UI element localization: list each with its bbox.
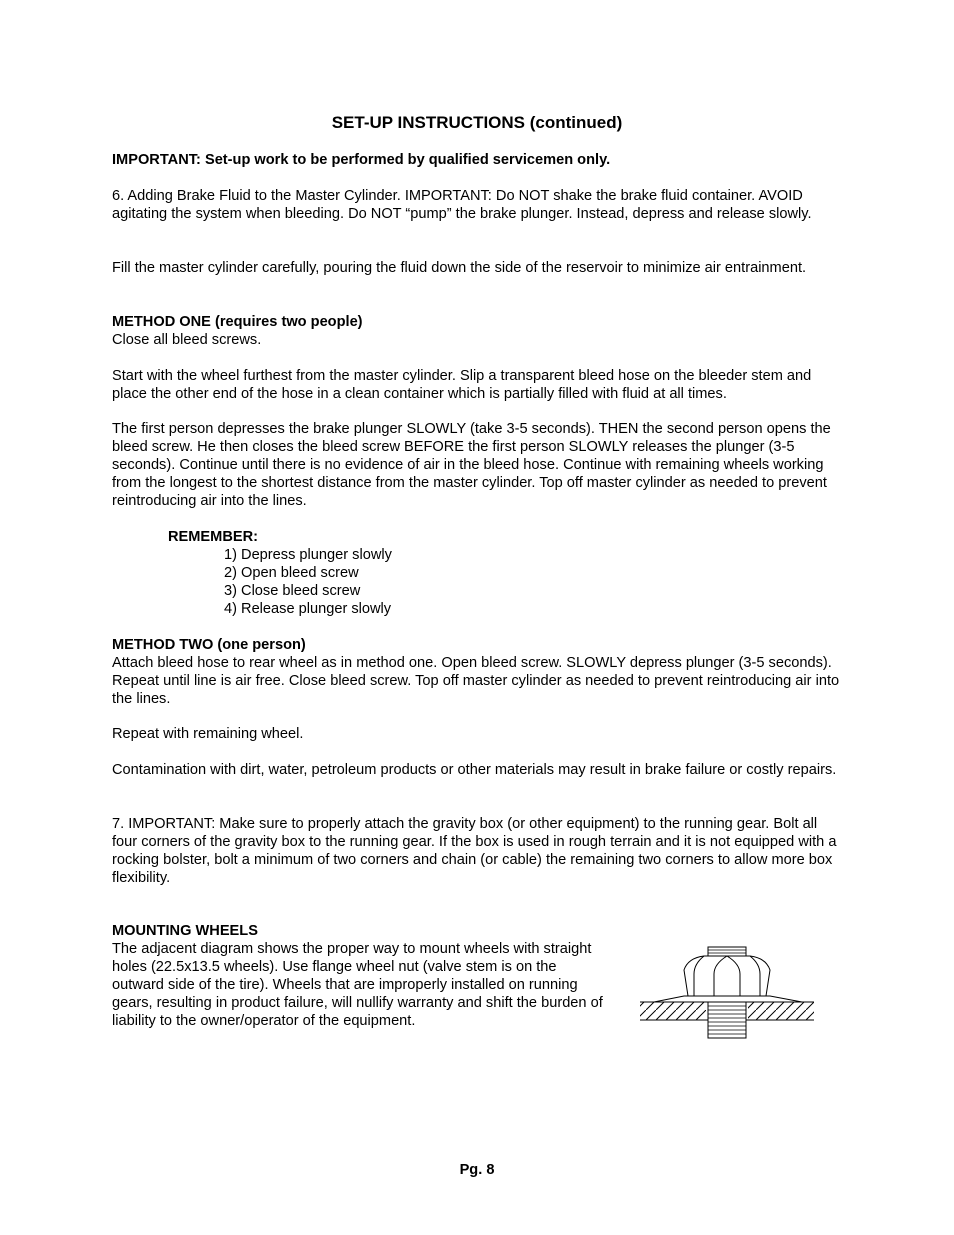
- repeat-text: Repeat with remaining wheel.: [112, 726, 304, 742]
- nut-flange: [654, 996, 802, 1002]
- important-note: IMPORTANT: Set-up work to be performed by qualified servicemen only.: [112, 152, 611, 168]
- remember-item: 1) Depress plunger slowly: [224, 547, 392, 563]
- mounting-wheels-section: [112, 922, 612, 1030]
- mounting-wheels-text: The adjacent diagram shows the proper way to mount wheels with straight holes (22.5x13.5 wheels). Use flange wheel nut (valve stem is on the outward side of the tire). Wheels that are improperly installed on running gears, resulting in product failure, will nullify warranty and shift the burden of liability to the owner/operator of the equipment.: [112, 941, 603, 1029]
- remember-list: [224, 546, 392, 618]
- method-two-heading: METHOD TWO (one person): [112, 637, 306, 653]
- stud-top: [708, 947, 746, 956]
- remember-item: 4) Release plunger slowly: [224, 601, 392, 617]
- mounting-wheels-heading: MOUNTING WHEELS: [112, 923, 258, 939]
- method-two-text: Attach bleed hose to rear wheel as in method one. Open bleed screw. SLOWLY depress plunger (3-5 seconds). Repeat until line is air free. Close bleed screw. Top off master cylinder as needed to prevent reintroducing air into the lines.: [112, 655, 840, 707]
- method-one-first-person-text: The first person depresses the brake plunger SLOWLY (take 3-5 seconds). THEN the second person opens the bleed screw. He then closes the bleed screw BEFORE the first person SLOWLY releases the plunger (3-5 seconds). Continue until there is no evidence of air in the bleed hose. Continue with remaining wheels working from the longest to the shortest distance from the master cylinder. Top off master cylinder as needed to prevent reintroducing air into the lines.: [112, 421, 831, 509]
- fill-text: Fill the master cylinder carefully, pouring the fluid down the side of the reservoir to minimize air entrainment.: [112, 260, 807, 276]
- method-one-close-text: Close all bleed screws.: [112, 332, 262, 348]
- contamination-text: Contamination with dirt, water, petroleum products or other materials may result in brake failure or costly repairs.: [112, 762, 837, 778]
- method-two-section: [112, 636, 842, 708]
- method-one-start-text: Start with the wheel furthest from the master cylinder. Slip a transparent bleed hose on the bleeder stem and place the other end of the hose in a clean container which is partially filled with fluid at all times.: [112, 368, 812, 402]
- page-title: SET-UP INSTRUCTIONS (continued): [331, 113, 623, 132]
- page-number: Pg. 8: [459, 1162, 495, 1178]
- method-one-heading: METHOD ONE (requires two people): [112, 314, 363, 330]
- nut-body: [684, 956, 770, 996]
- stud-bolt: [708, 1002, 746, 1038]
- remember-item: 2) Open bleed screw: [224, 565, 359, 581]
- wheel-plate-left: [640, 1002, 706, 1020]
- remember-item: 3) Close bleed screw: [224, 583, 361, 599]
- wheel-plate-right: [748, 1002, 814, 1020]
- flange-wheel-nut-diagram: [636, 940, 820, 1042]
- step-6-text: 6. Adding Brake Fluid to the Master Cylinder. IMPORTANT: Do NOT shake the brake fluid container. AVOID agitating the system when bleeding. Do NOT “pump” the brake plunger. Instead, depress and release slowly.: [112, 188, 812, 222]
- remember-heading: REMEMBER:: [168, 529, 258, 545]
- step-7-text: 7. IMPORTANT: Make sure to properly attach the gravity box (or other equipment) to the running gear. Bolt all four corners of the gravity box to the running gear. If the box is used in rough terrain and it is not equipped with a rocking bolster, bolt a minimum of two corners and chain (or cable) the remaining two corners to allow more box flexibility.: [112, 816, 837, 886]
- method-one-section: [112, 313, 842, 349]
